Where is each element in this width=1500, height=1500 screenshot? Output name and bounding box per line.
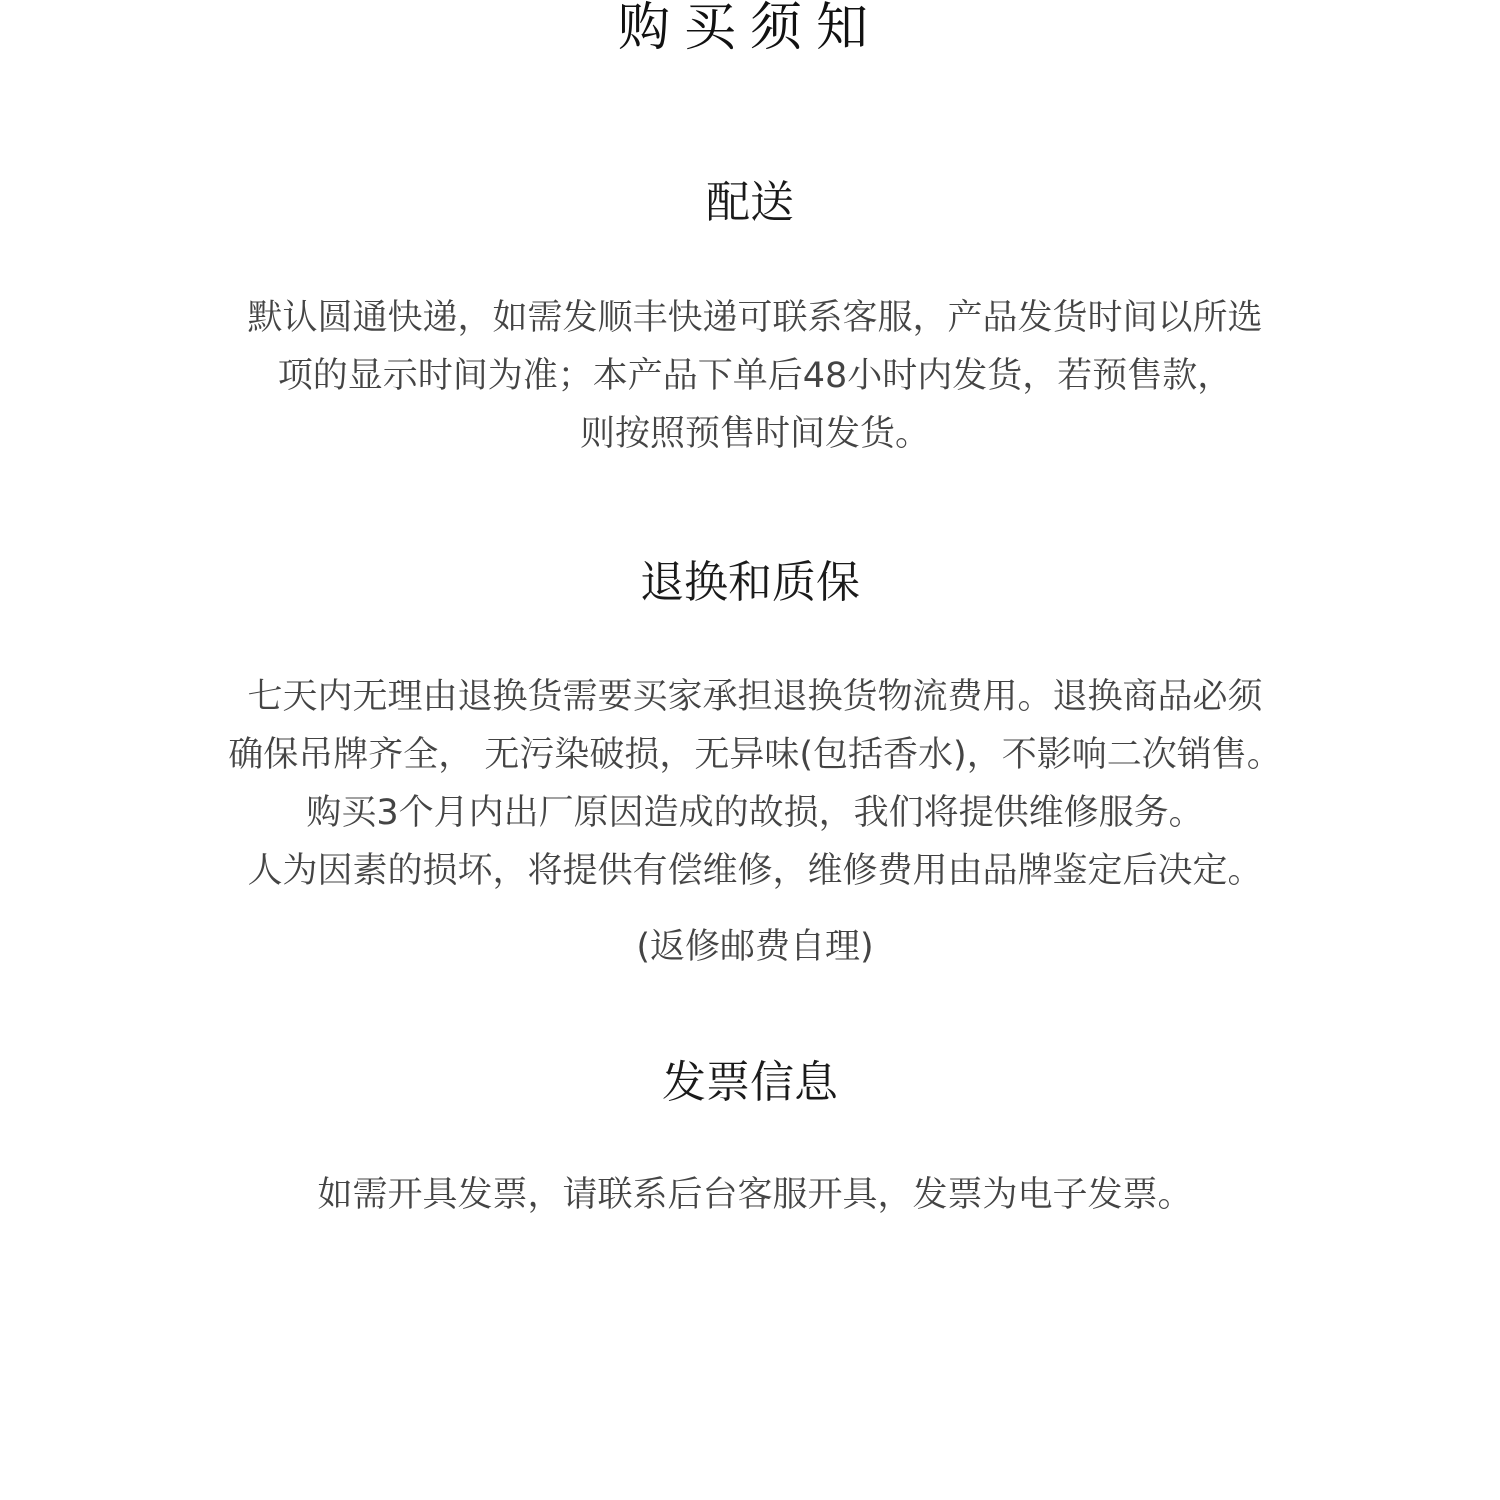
returns-line: 确保吊牌齐全， 无污染破损，无异味(包括香水)，不影响二次销售。 [228,735,1282,775]
return-shipping-note [150,918,1360,976]
delivery-paragraph [150,289,1360,463]
delivery-line: 默认圆通快递，如需发顺丰快递可联系客服，产品发货时间以所选 [247,298,1263,338]
returns-warranty-heading: 退换和质保 [640,557,860,608]
page-title: 购买须知 [617,0,882,58]
invoice-line: 如需开具发票，请联系后台客服开具，发票为电子发票。 [317,1175,1193,1215]
invoice-paragraph [150,1166,1360,1224]
returns-line: 七天内无理由退换货需要买家承担退换货物流费用。退换商品必须 [247,677,1263,717]
delivery-line: 项的显示时间为准；本产品下单后48小时内发货，若预售款， [277,356,1233,396]
returns-line: 购买3个月内出厂原因造成的故损，我们将提供维修服务。 [306,793,1204,833]
invoice-heading: 发票信息 [662,1057,838,1108]
delivery-heading: 配送 [706,177,794,228]
delivery-line: 则按照预售时间发货。 [579,414,930,454]
returns-line: 人为因素的损坏，将提供有偿维修，维修费用由品牌鉴定后决定。 [247,851,1263,891]
returns-warranty-paragraph [150,668,1360,900]
return-shipping-note-text: (返修邮费自理) [636,927,874,967]
